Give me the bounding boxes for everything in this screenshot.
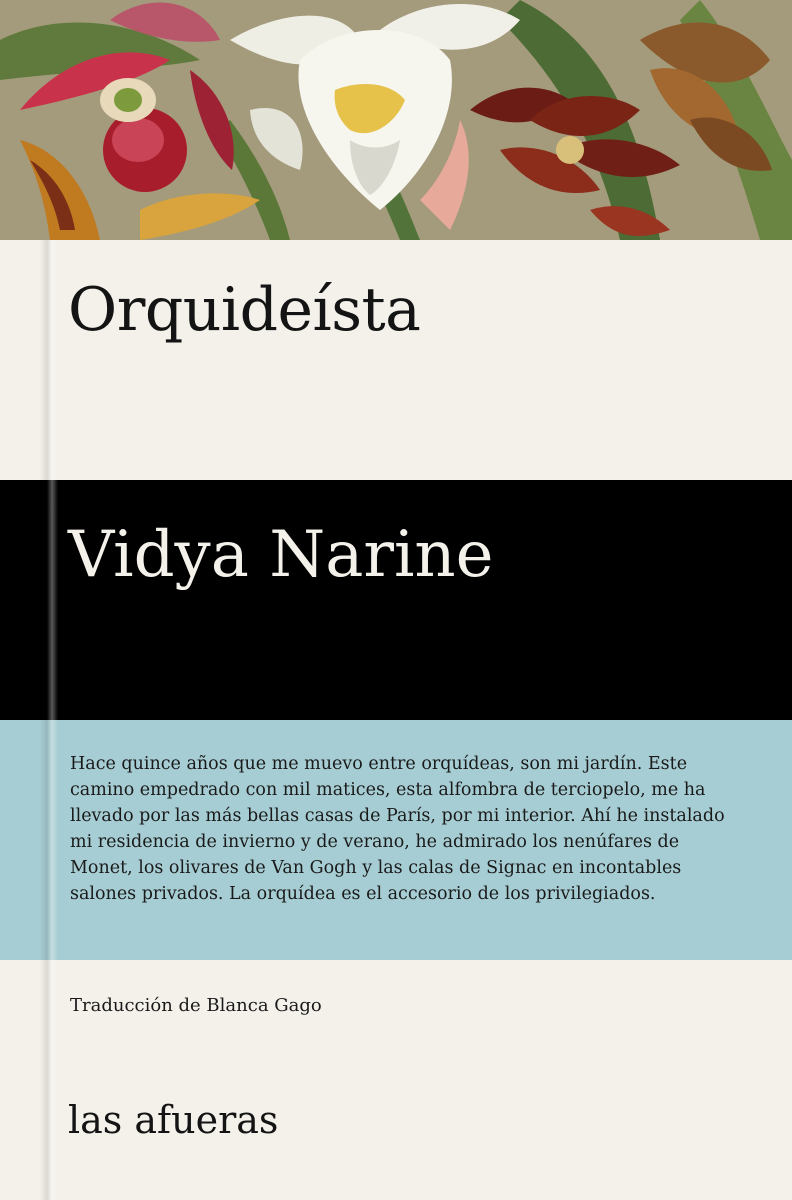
author-name: Vidya Narine (68, 518, 494, 592)
orchid-illustration (0, 0, 792, 240)
blurb-line: Monet, los olivares de Van Gogh y las calas de Signac en incontables (70, 858, 682, 878)
book-title: Orquideísta (68, 275, 421, 345)
blurb-text (70, 751, 760, 907)
translator-credit: Traducción de Blanca Gago (70, 995, 322, 1016)
publisher-name: las afueras (68, 1098, 279, 1142)
blurb-line: mi residencia de invierno y de verano, he admirado los nenúfares de (70, 832, 680, 852)
blurb-line: salones privados. La orquídea es el accesorio de los privilegiados. (70, 884, 656, 904)
blurb-line: Hace quince años que me muevo entre orquídeas, son mi jardín. Este (70, 754, 688, 774)
blurb-line: camino empedrado con mil matices, esta alfombra de terciopelo, me ha (70, 780, 706, 800)
blurb-line: llevado por las más bellas casas de París, por mi interior. Ahí he instalado (70, 806, 725, 826)
